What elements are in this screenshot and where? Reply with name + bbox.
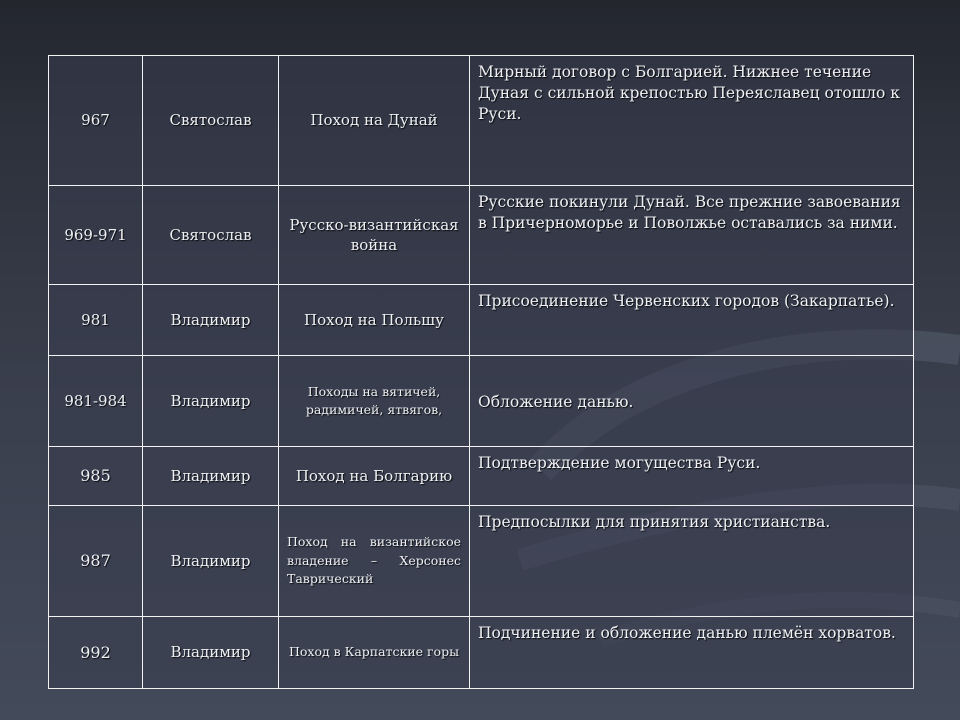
event-cell: Поход на византийское владение – Херсонес Таврический bbox=[279, 506, 470, 617]
result-cell: Предпосылки для принятия христианства. bbox=[470, 506, 914, 617]
history-table-wrapper bbox=[48, 55, 913, 688]
result-cell: Подтверждение могущества Руси. bbox=[470, 447, 914, 506]
result-cell: Обложение данью. bbox=[470, 356, 914, 447]
result-cell: Подчинение и обложение данью племён хорватов. bbox=[470, 617, 914, 689]
table-row bbox=[49, 186, 914, 285]
ruler-cell: Святослав bbox=[143, 56, 279, 186]
table-row bbox=[49, 506, 914, 617]
table-row bbox=[49, 447, 914, 506]
event-cell: Русско-византийская война bbox=[279, 186, 470, 285]
ruler-cell: Владимир bbox=[143, 617, 279, 689]
table-row bbox=[49, 617, 914, 689]
year-cell: 985 bbox=[49, 447, 143, 506]
ruler-cell: Владимир bbox=[143, 506, 279, 617]
year-cell: 969-971 bbox=[49, 186, 143, 285]
result-cell: Русские покинули Дунай. Все прежние завоевания в Причерноморье и Поволжье оставались за ними. bbox=[470, 186, 914, 285]
ruler-cell: Владимир bbox=[143, 447, 279, 506]
year-cell: 981-984 bbox=[49, 356, 143, 447]
table-row bbox=[49, 356, 914, 447]
event-cell: Поход на Болгарию bbox=[279, 447, 470, 506]
table-row bbox=[49, 56, 914, 186]
ruler-cell: Владимир bbox=[143, 285, 279, 356]
event-cell: Поход на Польшу bbox=[279, 285, 470, 356]
event-cell: Походы на вятичей, радимичей, ятвягов, bbox=[279, 356, 470, 447]
history-table bbox=[48, 55, 914, 689]
table-row bbox=[49, 285, 914, 356]
result-cell: Присоединение Червенских городов (Закарпатье). bbox=[470, 285, 914, 356]
event-cell: Поход в Карпатские горы bbox=[279, 617, 470, 689]
ruler-cell: Святослав bbox=[143, 186, 279, 285]
ruler-cell: Владимир bbox=[143, 356, 279, 447]
event-cell: Поход на Дунай bbox=[279, 56, 470, 186]
year-cell: 981 bbox=[49, 285, 143, 356]
year-cell: 987 bbox=[49, 506, 143, 617]
year-cell: 967 bbox=[49, 56, 143, 186]
result-cell: Мирный договор с Болгарией. Нижнее течение Дуная с сильной крепостью Переяславец отошло к Руси. bbox=[470, 56, 914, 186]
year-cell: 992 bbox=[49, 617, 143, 689]
